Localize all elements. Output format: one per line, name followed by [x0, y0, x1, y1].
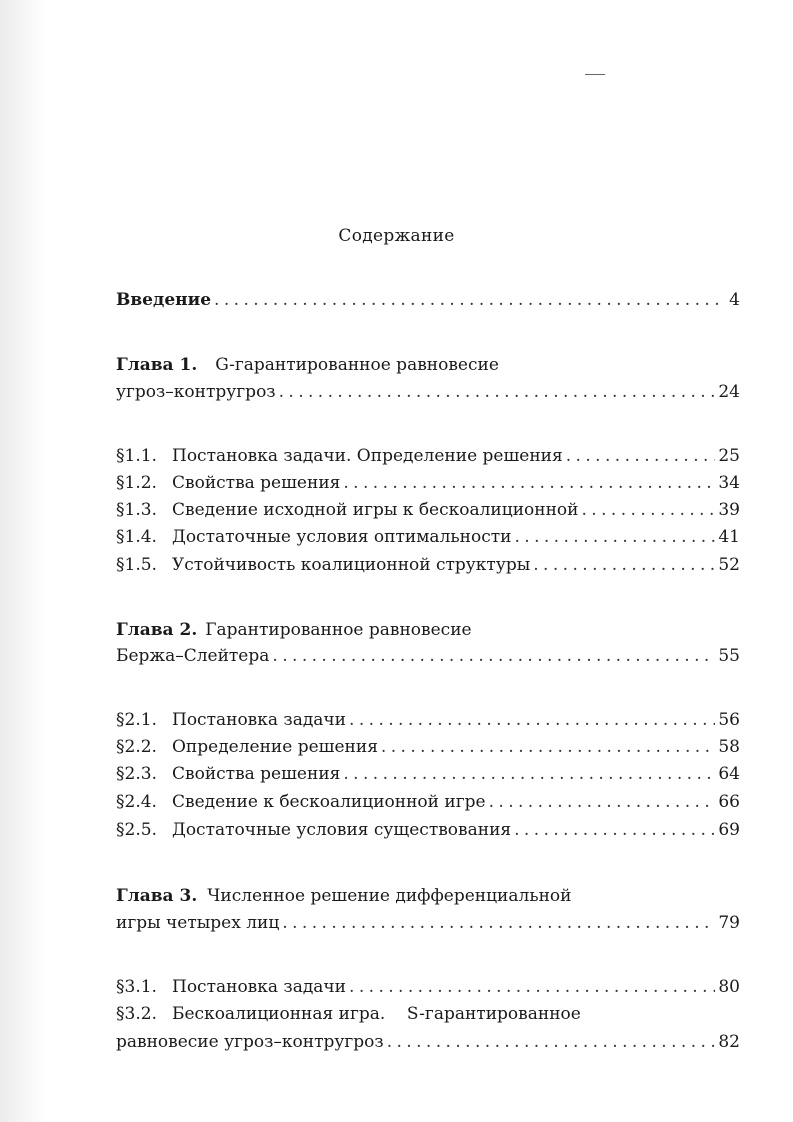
dot-leader — [533, 553, 715, 577]
toc-entry-2-1[interactable] — [116, 708, 740, 732]
section-title: Постановка задачи — [172, 977, 347, 997]
page-number: 58 — [718, 737, 740, 757]
page-number: 39 — [718, 500, 740, 520]
toc-entry-2-4[interactable] — [116, 790, 740, 814]
toc-entry-1-3[interactable] — [116, 498, 740, 522]
page-number: 79 — [718, 913, 740, 933]
dot-leader — [343, 471, 715, 495]
chapter-title-line2: игры четырех лиц — [116, 913, 280, 933]
dot-leader — [279, 380, 716, 404]
scan-mark — [585, 74, 605, 75]
chapter-title-line2: Бержа–Слейтера — [116, 646, 270, 666]
dot-leader — [387, 1030, 716, 1054]
chapter-label: Глава 3. — [116, 886, 198, 906]
section-number: §3.1. — [116, 977, 157, 997]
page-number: 41 — [718, 527, 740, 547]
page-number: 34 — [718, 473, 740, 493]
chapter-title-line1: Гарантированное равновесие — [205, 620, 472, 640]
section-title: Свойства решения — [172, 473, 341, 493]
toc-entry-2-5[interactable] — [116, 818, 740, 842]
chapter-label: Глава 2. — [116, 620, 198, 640]
section-title: Постановка задачи. Определение решения — [172, 446, 563, 466]
dot-leader — [349, 708, 715, 732]
page-number: 82 — [718, 1032, 740, 1052]
chapter-3-entry[interactable] — [116, 911, 740, 935]
section-title: Достаточные условия существования — [172, 820, 512, 840]
section-number: §1.5. — [116, 555, 157, 575]
chapter-title-line1: G-гарантированное равновесие — [215, 355, 499, 375]
chapter-title-line2: угроз–контругроз — [116, 382, 276, 402]
section-title: Достаточные условия оптимальности — [172, 527, 512, 547]
section-number: §1.2. — [116, 473, 157, 493]
section-number: §2.2. — [116, 737, 157, 757]
section-number: §1.4. — [116, 527, 157, 547]
section-number: §2.4. — [116, 792, 157, 812]
toc-entry-3-1[interactable] — [116, 975, 740, 999]
page-number: 69 — [718, 820, 740, 840]
section-title: Сведение исходной игры к бескоалиционной — [172, 500, 579, 520]
section-title: Сведение к бескоалиционной игре — [172, 792, 486, 812]
section-title-continued: равновесие угроз–контругроз — [116, 1032, 384, 1052]
page-number: 52 — [718, 555, 740, 575]
dot-leader — [514, 818, 715, 842]
toc-entry-1-2[interactable] — [116, 471, 740, 495]
dot-leader — [489, 790, 716, 814]
toc-entry-3-2-line1[interactable] — [116, 1002, 581, 1026]
page-number: 80 — [718, 977, 740, 997]
dot-leader — [214, 288, 719, 312]
dot-leader — [514, 525, 715, 549]
chapter-2-heading[interactable] — [116, 618, 472, 642]
section-title: Бескоалиционная игра. S-гарантированное — [172, 1004, 581, 1024]
dot-leader — [282, 911, 715, 935]
section-number: §2.3. — [116, 764, 157, 784]
toc-entry-intro[interactable] — [116, 288, 740, 312]
page-number: 56 — [718, 710, 740, 730]
page-number: 66 — [718, 792, 740, 812]
dot-leader — [272, 644, 715, 668]
toc-title: Содержание — [338, 226, 455, 246]
intro-label: Введение — [116, 290, 212, 310]
section-title: Устойчивость коалиционной структуры — [172, 555, 531, 575]
dot-leader — [381, 735, 715, 759]
chapter-2-entry[interactable] — [116, 644, 740, 668]
section-number: §1.3. — [116, 500, 157, 520]
toc-entry-1-5[interactable] — [116, 553, 740, 577]
chapter-3-heading[interactable] — [116, 884, 571, 908]
toc-entry-1-1[interactable] — [116, 444, 740, 468]
page-number: 24 — [718, 382, 740, 402]
toc-entry-3-2-line2[interactable] — [116, 1030, 740, 1054]
section-title: Свойства решения — [172, 764, 341, 784]
page-number: 55 — [718, 646, 740, 666]
chapter-1-entry[interactable] — [116, 380, 740, 404]
page-number: 25 — [718, 446, 740, 466]
page-number: 64 — [718, 764, 740, 784]
section-number: §2.5. — [116, 820, 157, 840]
section-title: Постановка задачи — [172, 710, 347, 730]
section-title: Определение решения — [172, 737, 378, 757]
toc-entry-2-3[interactable] — [116, 762, 740, 786]
chapter-label: Глава 1. — [116, 355, 198, 375]
chapter-title-line1: Численное решение дифференциальной — [207, 886, 572, 906]
toc-entry-1-4[interactable] — [116, 525, 740, 549]
toc-entry-2-2[interactable] — [116, 735, 740, 759]
dot-leader — [349, 975, 715, 999]
section-number: §3.2. — [116, 1004, 157, 1024]
chapter-1-heading[interactable] — [116, 353, 499, 377]
section-number: §1.1. — [116, 446, 157, 466]
dot-leader — [566, 444, 716, 468]
dot-leader — [581, 498, 715, 522]
section-number: §2.1. — [116, 710, 157, 730]
page-number: 4 — [729, 290, 740, 310]
dot-leader — [343, 762, 715, 786]
